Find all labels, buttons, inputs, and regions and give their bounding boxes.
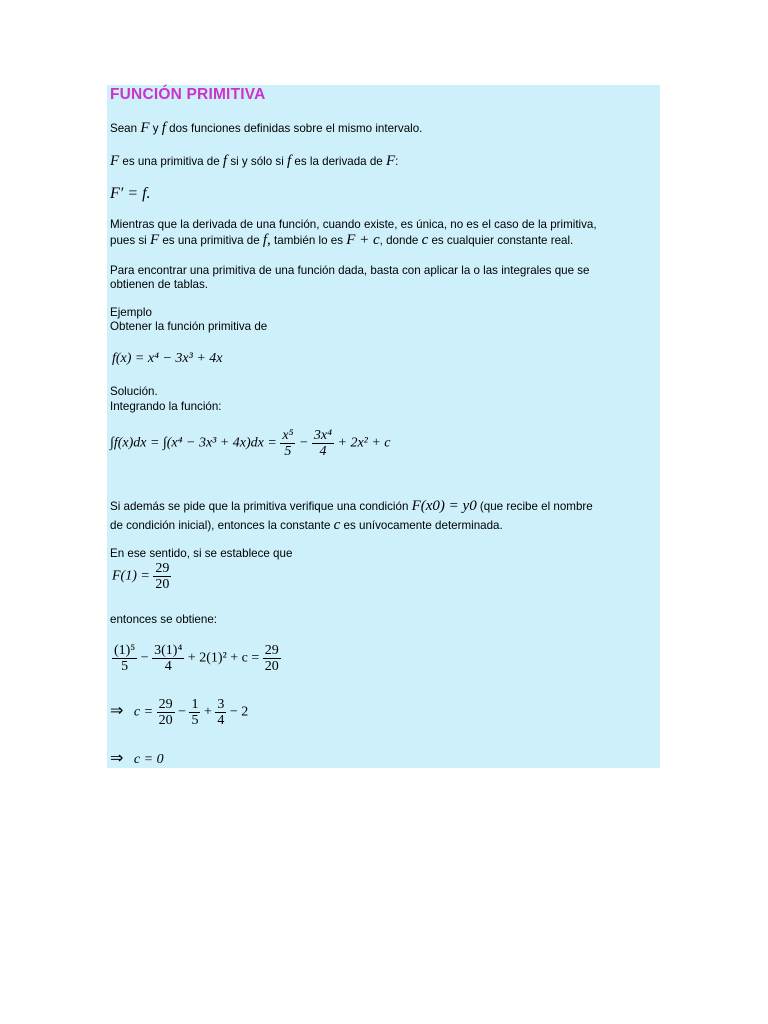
operator: − [140, 650, 149, 666]
equation-integral [110, 428, 391, 459]
fraction [312, 428, 334, 459]
example-label: Ejemplo [110, 306, 152, 319]
solution-label: Solución. [110, 385, 158, 398]
math-f: f [161, 120, 166, 136]
denominator: 5 [191, 713, 199, 728]
implies-icon: ⇒ [110, 748, 124, 767]
text: también lo es [270, 234, 347, 247]
solution-line: Integrando la función: [110, 400, 222, 413]
text: Si además se pide que la primitiva verifique una condición [110, 500, 412, 513]
numerator: 29 [264, 643, 279, 658]
operator: − [178, 704, 186, 720]
equation-substitution [112, 643, 281, 674]
math-c: c [421, 232, 429, 248]
operator: − [298, 435, 309, 451]
denominator: 20 [264, 659, 279, 674]
math-F: F [140, 120, 150, 136]
operator: + [203, 704, 212, 720]
equation-F1 [112, 561, 171, 592]
paragraph-sense: En ese sentido, si se establece que [110, 547, 293, 560]
equation-middle: + 2(1)² + c = [187, 650, 260, 666]
text: es la derivada de [291, 155, 386, 168]
math-F-plus-c: F + c [346, 232, 380, 248]
example-line: Obtener la función primitiva de [110, 320, 268, 333]
math-f: f, [262, 232, 271, 248]
paragraph-initial-condition-line1 [110, 499, 593, 514]
paragraph-uniqueness-line1: Mientras que la derivada de una función, cuando existe, es única, no es el caso de la primitiva, [110, 218, 597, 231]
equation-result [110, 748, 164, 768]
denominator: 4 [164, 659, 172, 674]
denominator: 4 [217, 713, 225, 728]
denominator: 4 [319, 444, 327, 459]
numerator: 3x⁴ [313, 428, 332, 443]
fraction [153, 561, 171, 592]
integral-tail: + 2x² + c [337, 435, 391, 451]
math-F: F [110, 153, 120, 169]
text: y [149, 122, 162, 135]
integral-lhs: ∫f(x)dx = ∫(x⁴ − 3x³ + 4x)dx = [110, 435, 277, 451]
numerator: 29 [158, 697, 173, 712]
denominator: 5 [121, 659, 129, 674]
numerator: (1)⁵ [114, 643, 136, 658]
text: es una primitiva de [159, 234, 263, 247]
text: es cualquier constante real. [428, 234, 574, 247]
fraction [263, 643, 281, 674]
numerator: 29 [155, 561, 170, 576]
text: pues si [110, 234, 150, 247]
denominator: 20 [155, 577, 170, 592]
text: si y sólo si [227, 155, 288, 168]
equation-lhs: F(1) = [112, 568, 150, 584]
math-F: F [149, 232, 160, 248]
fraction [280, 428, 295, 459]
numerator: 1 [191, 697, 199, 712]
math-c: c [333, 517, 341, 533]
text: de condición inicial), entonces la constante [110, 519, 334, 532]
fraction [157, 697, 175, 728]
text: : [395, 155, 399, 168]
content-panel [107, 85, 660, 768]
equation-function: f(x) = x⁴ − 3x³ + 4x [112, 351, 223, 366]
paragraph-tables-line1: Para encontrar una primitiva de una función dada, basta con aplicar la o las integrales que se [110, 264, 590, 277]
text: Sean [110, 122, 141, 135]
paragraph-definition [110, 121, 422, 136]
math-condition: F(x0) = y0 [411, 498, 477, 514]
paragraph-uniqueness-line2 [110, 233, 573, 248]
result-text: c = 0 [133, 752, 164, 767]
equation-lhs: c = [133, 704, 154, 720]
paragraph-tables-line2: obtienen de tablas. [110, 278, 208, 291]
text: (que recibe el nombre [476, 500, 593, 513]
equation-tail: − 2 [229, 704, 249, 720]
implies-icon: ⇒ [110, 700, 124, 720]
denominator: 20 [158, 713, 173, 728]
fraction [152, 643, 184, 674]
fraction [215, 697, 226, 728]
paragraph-primitive-def [110, 154, 398, 169]
paragraph-initial-condition-line2 [110, 518, 503, 533]
equation-derivative: F′ = f. [110, 185, 151, 202]
numerator: x⁵ [282, 428, 294, 443]
math-f: f [222, 153, 228, 169]
numerator: 3 [217, 697, 225, 712]
denominator: 5 [284, 444, 292, 459]
math-f: f [287, 153, 292, 169]
text: es unívocamente determinada. [340, 519, 503, 532]
fraction [112, 643, 137, 674]
text: dos funciones definidas sobre el mismo intervalo. [165, 122, 423, 135]
paragraph-obtains: entonces se obtiene: [110, 613, 217, 626]
numerator: 3(1)⁴ [154, 643, 183, 658]
fraction [189, 697, 200, 728]
page-title: FUNCIÓN PRIMITIVA [110, 86, 266, 103]
text: es una primitiva de [119, 155, 223, 168]
math-F: F [385, 153, 396, 169]
text: , donde [379, 234, 422, 247]
equation-solve-c [110, 697, 248, 728]
